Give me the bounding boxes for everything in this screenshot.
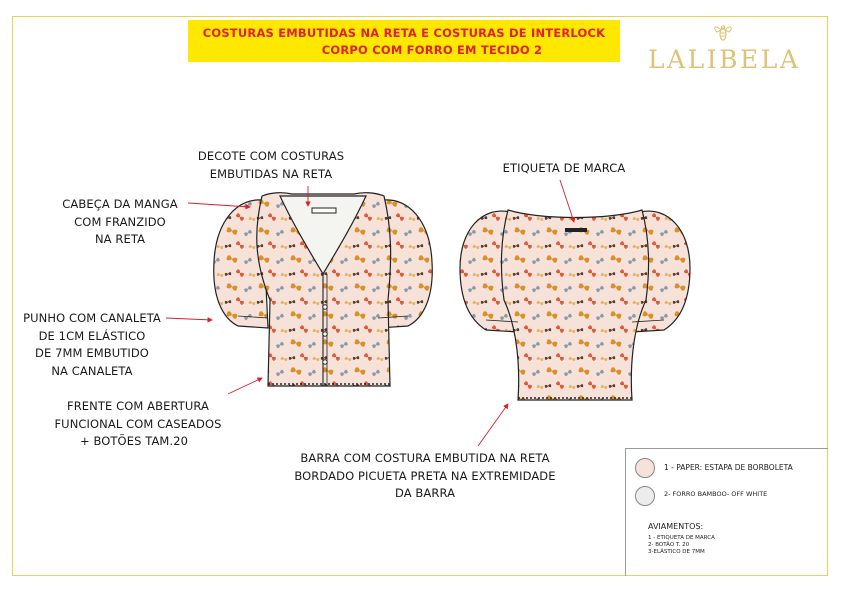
callout-frente-line-3: + BOTÕES TAM.20 (80, 434, 189, 448)
front-button (323, 332, 327, 336)
callout-barra-line-2: BORDADO PICUETA PRETA NA EXTREMIDADE (294, 468, 556, 483)
callout-frente-line-2: FUNCIONAL COM CASEADOS (54, 416, 222, 431)
front-view (214, 193, 433, 386)
callout-manga-line-2: COM FRANZIDO (74, 214, 166, 229)
aviamento-item: 2- BOTÃO T. 20 (648, 542, 690, 548)
callout-punho (14, 310, 170, 380)
callout-decote-line-1: DECOTE COM COSTURAS (197, 149, 345, 163)
header-line-2: CORPO COM FORRO EM TECIDO 2 (321, 43, 543, 57)
callout-manga-line-3: NA RETA (94, 232, 146, 246)
callout-punho-line-1: PUNHO COM CANALETA (23, 311, 161, 325)
callout-etiqueta-line-1: ETIQUETA DE MARCA (502, 161, 626, 175)
back-brand-label (565, 228, 587, 232)
callout-manga (50, 196, 190, 249)
brand-name: LALIBELA (648, 45, 801, 74)
materials-legend (625, 448, 828, 576)
callout-manga-line-1: CABEÇA DA MANGA (62, 197, 178, 211)
legend-material-1: 1 - PAPER: ESTAPA DE BORBOLETA (664, 463, 793, 472)
callout-etiqueta (494, 160, 634, 178)
back-view (460, 210, 690, 400)
callout-decote (188, 148, 354, 183)
front-button (323, 305, 327, 309)
aviamentos-title: AVIAMENTOS: (648, 522, 704, 531)
callout-barra (280, 450, 570, 503)
callout-frente (50, 398, 226, 451)
callout-frente-line-1: FRENTE COM ABERTURA (67, 399, 209, 413)
back-body (501, 210, 648, 400)
inner-brand-label (312, 208, 336, 213)
lining-swatch (635, 486, 655, 506)
callout-barra-line-1: BARRA COM COSTURA EMBUTIDA NA RETA (300, 451, 550, 465)
callout-punho-line-2: DE 1CM ELÁSTICO (38, 328, 146, 343)
print-swatch (635, 458, 655, 478)
callout-decote-line-2: EMBUTIDAS NA RETA (209, 166, 333, 181)
callout-barra-line-3: DA BARRA (394, 486, 456, 500)
legend-material-2: 2- FORRO BAMBOO- OFF WHITE (664, 490, 768, 498)
header-line-1: COSTURAS EMBUTIDAS NA RETA E COSTURAS DE INTERLOCK (202, 26, 606, 40)
callout-punho-line-3: DE 7MM EMBUTIDO (35, 346, 149, 360)
front-button (323, 360, 327, 364)
callout-punho-line-4: NA CANALETA (51, 363, 133, 378)
aviamento-item: 3-ELÁSTICO DE 7MM (648, 549, 705, 555)
aviamento-item: 1 - ETIQUETA DE MARCA (648, 535, 715, 541)
